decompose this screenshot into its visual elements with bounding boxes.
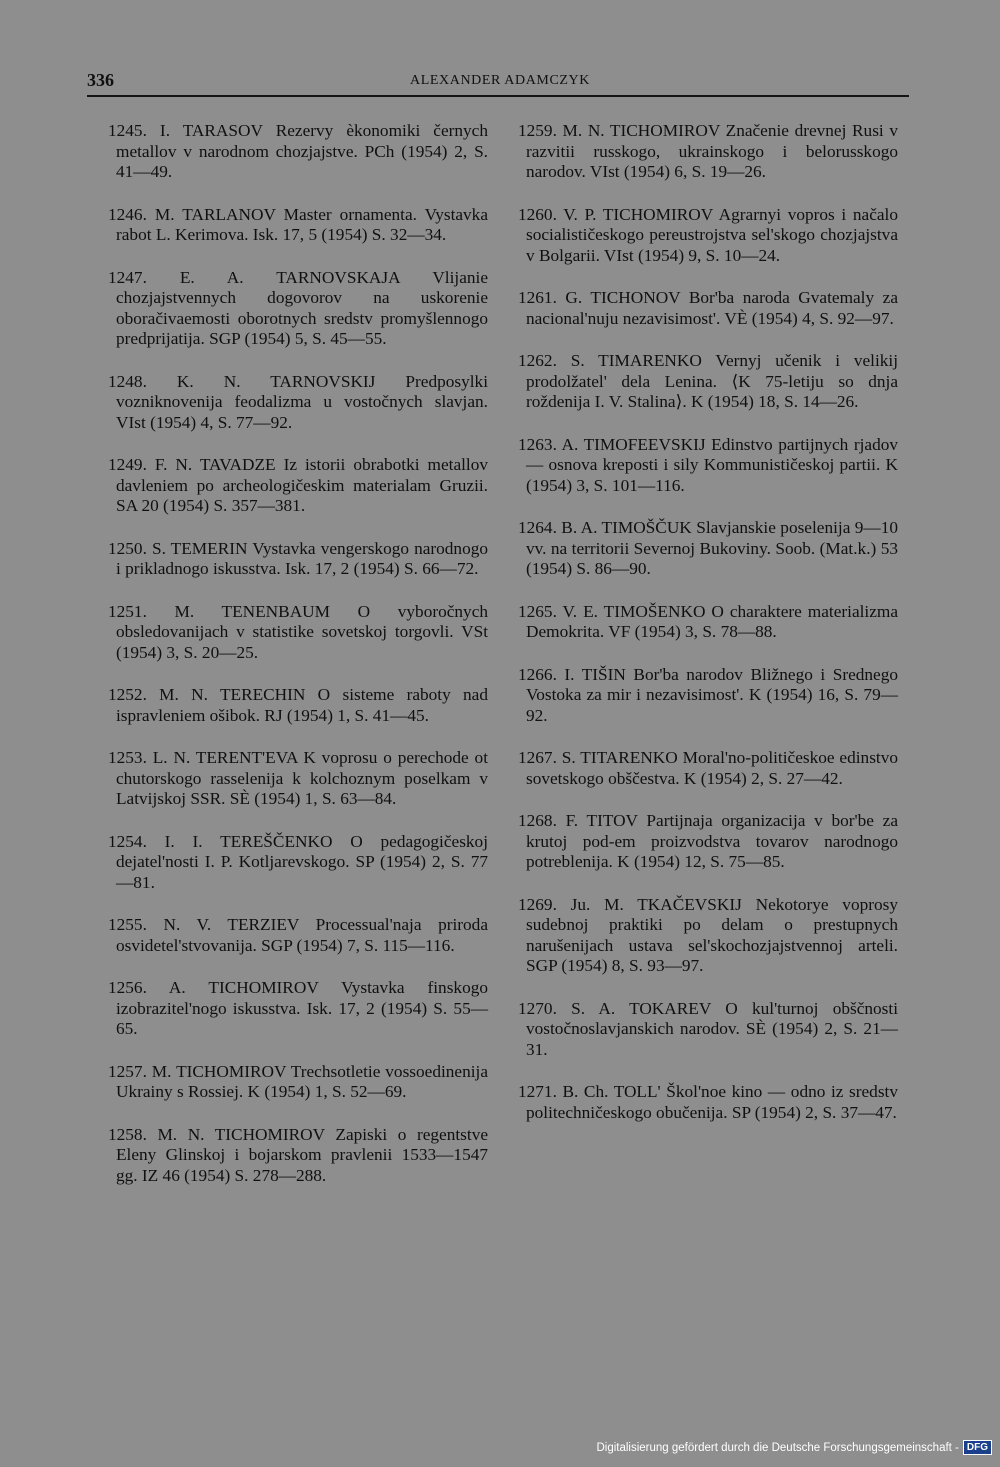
entry-1268: 1268. F. TITOV Partijnaja organizacija v bor'be za krutoj pod-em proizvodstva tovarov narodnogo potreblenija. K (1954) 12, S. 75—85. [518,811,898,871]
page-number: 336 [87,70,114,90]
entry-1250: 1250. S. TEMERIN Vystavka vengerskogo narodnogo i prikladnogo iskusstva. Isk. 17, 2 (1954) S. 66—72. [108,538,488,578]
entry-1261: 1261. G. TICHONOV Bor'ba naroda Gvatemaly za nacional'nuju nezavisimost'. VÈ (1954) 4, S. 92—97. [518,288,898,328]
footer-text: Digitalisierung gefördert durch die Deutsche Forschungsgemeinschaft - [596,1441,959,1454]
entry-1246: 1246. M. TARLANOV Master ornamenta. Vystavka rabot L. Kerimova. Isk. 17, 5 (1954) S. 32—34. [108,204,488,244]
entry-1266: 1266. I. TIŠIN Bor'ba narodov Bližnego i Srednego Vostoka za mir i nezavisimost'. K (1954) 16, S. 79—92. [518,664,898,725]
entry-1248: 1248. K. N. TARNOVSKIJ Predposylki vozniknovenija feodalizma u vostočnych slavjan. VIst (1954) 4, S. 77—92. [108,371,488,432]
left-column [108,121,488,1186]
entry-1254: 1254. I. I. TEREŠČENKO O pedagogičeskoj dejatel'nosti I. P. Kotljarevskogo. SP (1954) 2, S. 77—81. [108,831,488,892]
entry-1252: 1252. M. N. TERECHIN O sisteme raboty nad ispravleniem ošibok. RJ (1954) 1, S. 41—45. [108,685,488,725]
running-head: ALEXANDER ADAMCZYK [410,73,590,88]
dfg-logo-icon: DFG [963,1440,992,1455]
entry-1258: 1258. M. N. TICHOMIROV Zapiski o regentstve Eleny Glinskoj i bojarskom pravlenii 1533—1547 gg. IZ 46 (1954) S. 278—288. [108,1124,488,1185]
entry-1270: 1270. S. A. TOKAREV O kul'turnoj obščnosti vostočnoslavjanskich narodov. SÈ (1954) 2, S. 21—31. [518,998,898,1059]
entry-1271: 1271. B. Ch. TOLL' Škol'noe kino — odno iz sredstv politechničeskogo obučenija. SP (1954) 2, S. 37—47. [518,1082,898,1122]
entry-1253: 1253. L. N. TERENT'EVA K voprosu o perechode ot chutorskogo rasselenija k kolchoznym poselkam v Latvijskoj SSR. SÈ (1954) 1, S. 63—84. [108,748,488,808]
entry-1267: 1267. S. TITARENKO Moral'no-političeskoe edinstvo sovetskogo obščestva. K (1954) 2, S. 27—42. [518,748,898,788]
entry-1269: 1269. Ju. M. TKAČEVSKIJ Nekotorye voprosy sudebnoj praktiki po delam o prestupnych narušenijach ustava sel'skochozjajstvennoj arteli. SGP (1954) 8, S. 93—97. [518,894,898,975]
entry-1265: 1265. V. E. TIMOŠENKO O charaktere materializma Demokrita. VF (1954) 3, S. 78—88. [518,601,898,641]
digitization-footer [596,1440,992,1455]
entry-1257: 1257. M. TICHOMIROV Trechsotletie vossoedinenija Ukrainy s Rossiej. K (1954) 1, S. 52—69. [108,1061,488,1101]
entry-1255: 1255. N. V. TERZIEV Processual'naja priroda osvidetel'stvovanija. SGP (1954) 7, S. 115—116. [108,915,488,955]
entry-1263: 1263. A. TIMOFEEVSKIJ Edinstvo partijnych rjadov — osnova kreposti i sily Kommunističeskoj partii. K (1954) 3, S. 101—116. [518,434,898,495]
entry-1256: 1256. A. TICHOMIROV Vystavka finskogo izobrazitel'nogo iskusstva. Isk. 17, 2 (1954) S. 55—65. [108,978,488,1038]
entry-1259: 1259. M. N. TICHOMIROV Značenie drevnej Rusi v razvitii russkogo, ukrainskogo i belorusskogo narodov. VIst (1954) 6, S. 19—26. [518,121,898,181]
entry-1264: 1264. B. A. TIMOŠČUK Slavjanskie poselenija 9—10 vv. na territorii Severnoj Bukoviny. Soob. (Mat.k.) 53 (1954) S. 86—90. [518,518,898,578]
entry-1251: 1251. M. TENENBAUM O vyboročnych obsledovanijach v statistike sovetskoj torgovli. VSt (1954) 3, S. 20—25. [108,601,488,662]
entry-1260: 1260. V. P. TICHOMIROV Agrarnyi vopros i načalo socialističeskogo pereustrojstva sel'skogo chozjajstva v Bolgarii. VIst (1954) 9, S. 10—24. [518,204,898,265]
header-rule [87,95,909,97]
entry-1245: 1245. I. TARASOV Rezervy èkonomiki černych metallov v narodnom chozjajstve. PCh (1954) 2, S. 41—49. [108,121,488,181]
entry-1262: 1262. S. TIMARENKO Vernyj učenik i velikij prodolžatel' dela Lenina. ⟨K 75-letiju so dnja roždenija I. V. Stalina⟩. K (1954) 18, S. 14—26. [518,351,898,411]
entry-1247: 1247. E. A. TARNOVSKAJA Vlijanie chozjajstvennych dogovorov na uskorenie oboračivaemosti oborotnych sredstv promyšlennogo predprijatija. SGP (1954) 5, S. 45—55. [108,267,488,348]
entry-1249: 1249. F. N. TAVADZE Iz istorii obrabotki metallov davleniem po archeologičeskim materialam Gruzii. SA 20 (1954) S. 357—381. [108,455,488,515]
right-column [518,121,898,1123]
